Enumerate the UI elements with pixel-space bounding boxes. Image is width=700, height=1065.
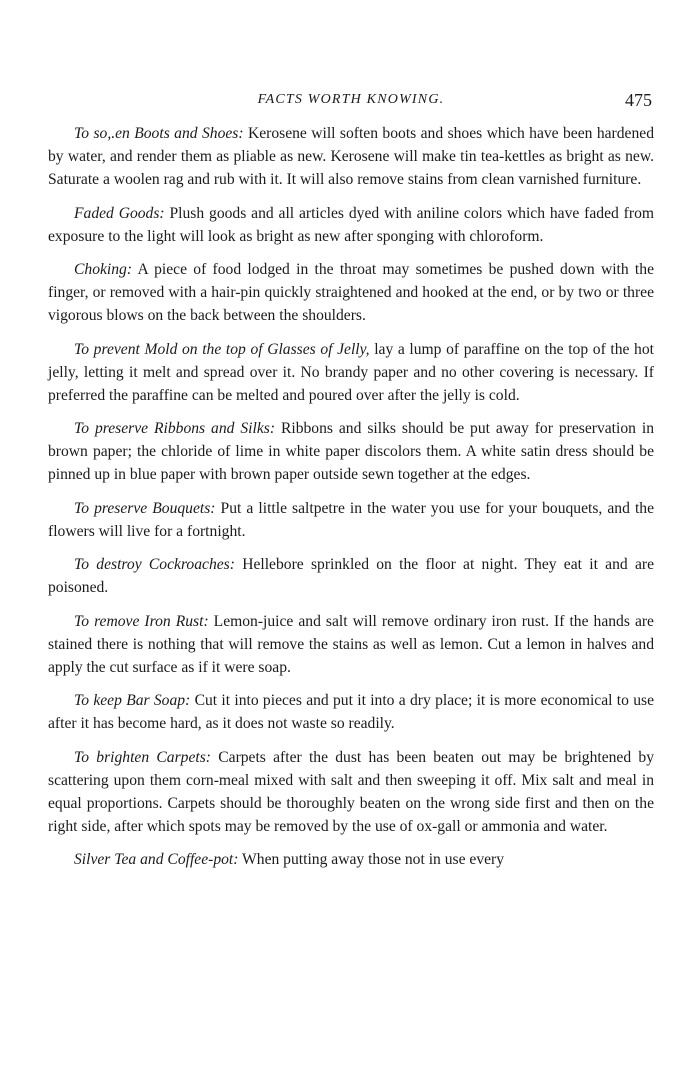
entry-title: Choking: <box>74 261 133 278</box>
entry-bouquets <box>48 497 654 543</box>
entry-text: Carpets after the dust has been beaten out may be brightened by scattering upon them corn-meal mixed with salt and then sweeping it off. Mix salt and meal in equal proportions. Carpets should be thoroughly beaten on the wrong side first and then on the right side, after which spots may be removed by the use of ox-gall or ammonia and water. <box>48 748 654 835</box>
entry-title: To brighten Carpets: <box>74 748 211 766</box>
entry-title: To keep Bar Soap: <box>74 692 191 709</box>
entry-ribbons-silks <box>48 417 654 486</box>
entry-text: Cut it into pieces and put it into a dry place; it is more economical to use after it has become hard, as it does not waste so readily. <box>48 692 654 732</box>
entry-soften-boots <box>48 122 654 191</box>
entry-title: Silver Tea and Coffee-pot: <box>74 851 239 868</box>
entry-title: To so,.en Boots and Shoes: <box>74 125 244 142</box>
entry-choking <box>48 258 654 327</box>
entry-text: A piece of food lodged in the throat may sometimes be pushed down with the finger, or removed with a hair-pin quickly straightened and hooked at the end, or by two or three vigorous blows on the back between the shoulders. <box>48 261 654 324</box>
body-text <box>48 122 654 882</box>
entry-mold-jelly <box>48 338 654 407</box>
entry-text: Kerosene will soften boots and shoes which have been hardened by water, and render them as pliable as new. Kerosene will make tin tea-kettles as bright as new. Saturate a woolen rag and rub with it. It will also remove stains from clean varnished furniture. <box>48 125 654 188</box>
entry-title: To remove Iron Rust: <box>74 612 209 630</box>
running-head <box>48 90 654 114</box>
entry-text: Plush goods and all articles dyed with aniline colors which have faded from exposure to the light will look as bright as new after sponging with chloroform. <box>48 204 654 245</box>
entry-text: Hellebore sprinkled on the floor at night. They eat it and are poisoned. <box>48 556 655 596</box>
entry-faded-goods <box>48 202 654 248</box>
entry-text: Put a little saltpetre in the water you use for your bouquets, and the flowers will live for a fortnight. <box>48 499 654 540</box>
running-title: FACTS WORTH KNOWING. <box>257 92 445 107</box>
entry-silver-tea <box>48 848 654 871</box>
entry-cockroaches <box>48 553 654 599</box>
entry-title: To preserve Ribbons and Silks: <box>74 420 276 437</box>
entry-text: When putting away those not in use every <box>238 851 505 868</box>
entry-text: Lemon-juice and salt will remove ordinary iron rust. If the hands are stained there is nothing that will remove the stains as well as lemon. Cut a lemon in halves and apply the cut surface as if it were soap. <box>48 612 654 676</box>
entry-carpets <box>48 746 654 838</box>
entry-text: lay a lump of paraffine on the top of the hot jelly, letting it melt and spread over it. No brandy paper and no other covering is necessary. If preferred the paraffine can be melted and poured over after the jelly is cold. <box>48 340 654 404</box>
entry-iron-rust <box>48 610 654 679</box>
entry-text: Ribbons and silks should be put away for preservation in brown paper; the chloride of lime in white paper discolors them. A white satin dress should be pinned up in blue paper with brown paper outside sewn together at the edges. <box>48 420 654 483</box>
page-number: 475 <box>625 90 652 110</box>
entry-title: To preserve Bouquets: <box>74 499 216 517</box>
entry-title: To destroy Cockroaches: <box>74 556 235 573</box>
entry-bar-soap <box>48 689 654 735</box>
entry-title: To prevent Mold on the top of Glasses of Jelly, <box>74 340 370 358</box>
entry-title: Faded Goods: <box>74 204 165 222</box>
